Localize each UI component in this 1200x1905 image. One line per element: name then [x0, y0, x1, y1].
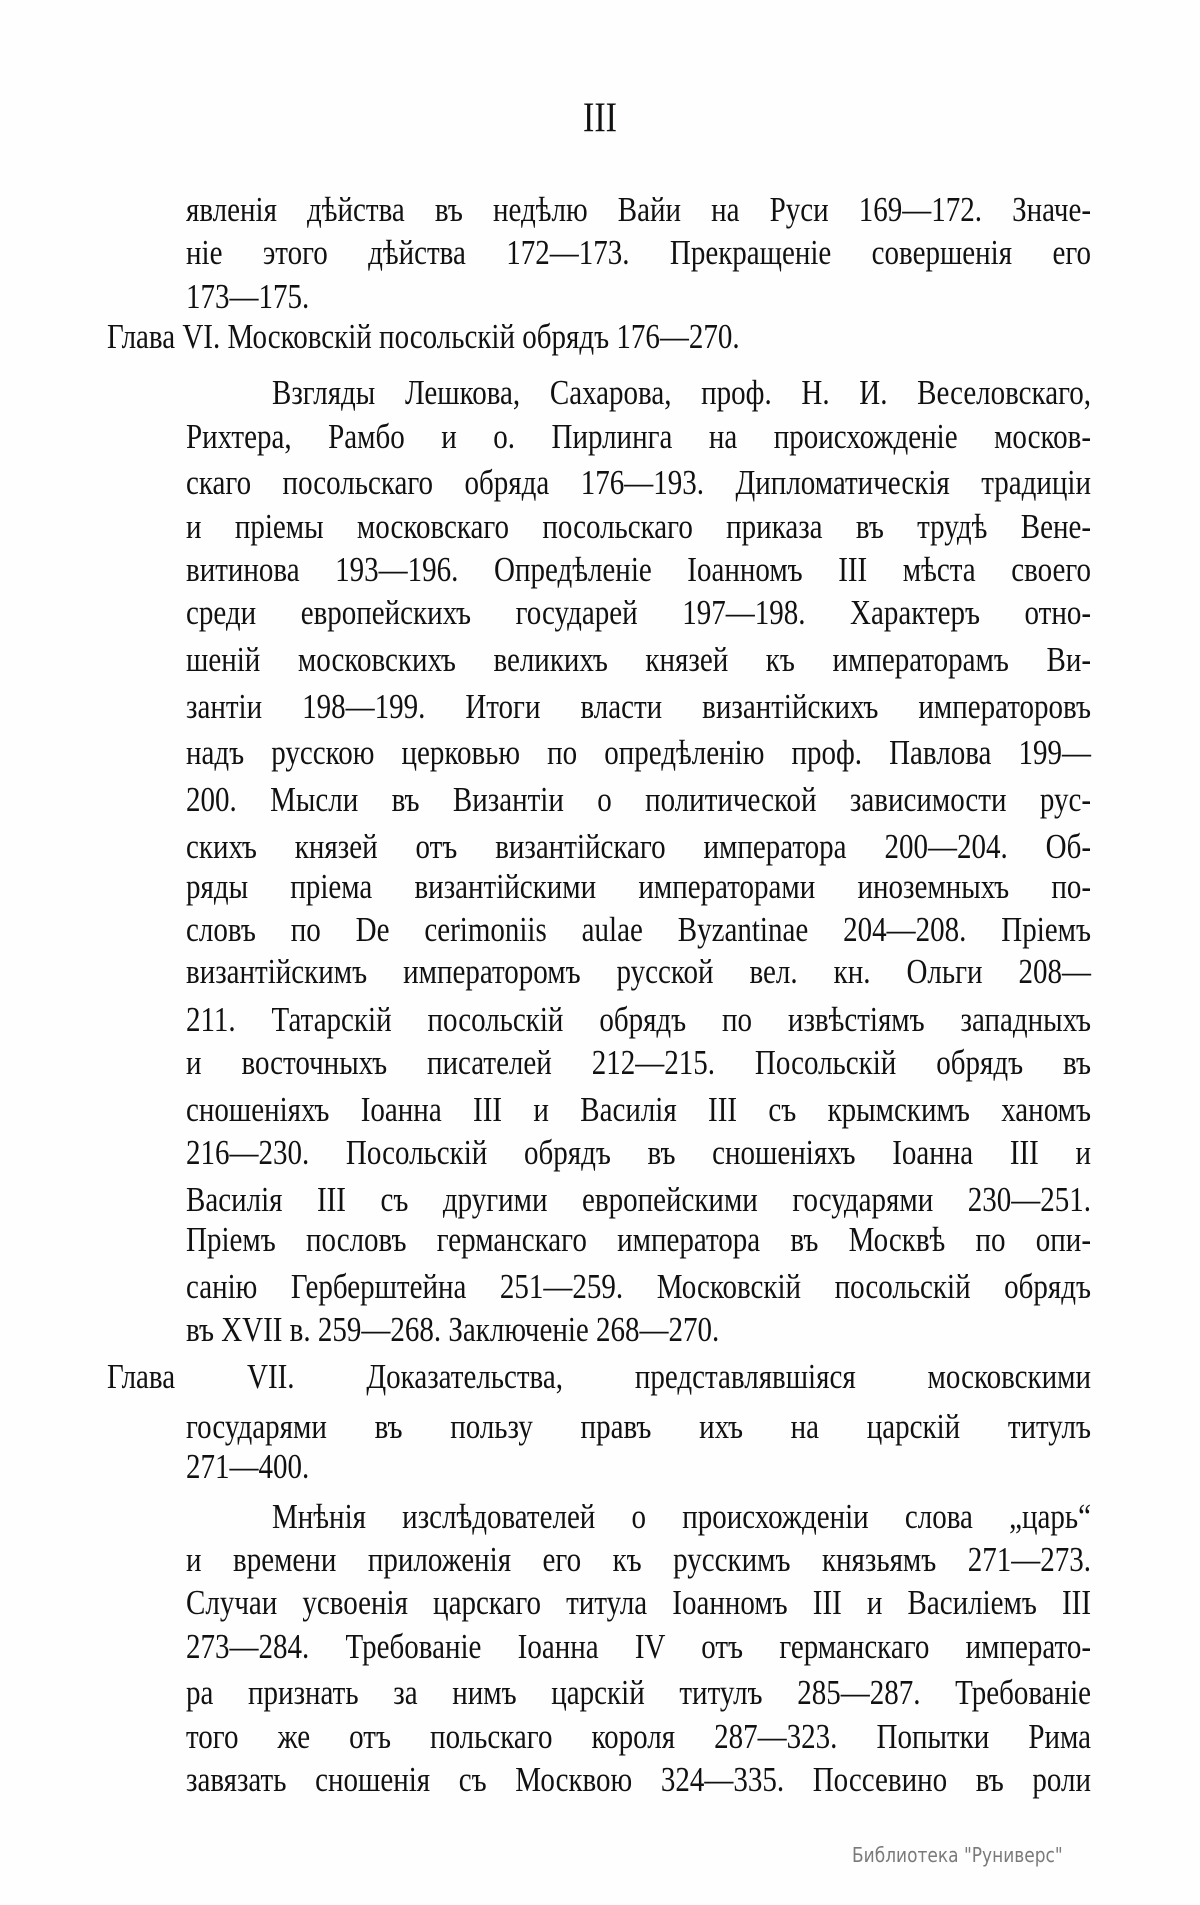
text-line: государями въ пользу правъ ихъ на царскій титулъ — [186, 1407, 1091, 1447]
text-line: витинова 193—196. Опредѣленіе Іоанномъ III мѣста своего — [186, 550, 1091, 590]
text-line: словъ по De cerimoniis aulae Byzantinae 204—208. Пріемъ — [186, 910, 1091, 950]
chapter-heading: Глава VI. Московскій посольскій обрядъ 176—270. — [107, 317, 740, 357]
text-line: зантіи 198—199. Итоги власти византійскихъ императоровъ — [186, 687, 1091, 727]
text-line: Мнѣнія изслѣдователей о происхожденіи слова „царь“ — [272, 1497, 1091, 1537]
text-line: скаго посольскаго обряда 176—193. Дипломатическія традиціи — [186, 463, 1091, 503]
text-line: и пріемы московскаго посольскаго приказа въ трудѣ Вене- — [186, 507, 1091, 547]
text-line: скихъ князей отъ византійскаго императора 200—204. Об- — [186, 827, 1091, 867]
text-line: шеній московскихъ великихъ князей къ императорамъ Ви- — [186, 640, 1091, 680]
text-line: Пріемъ пословъ германскаго императора въ Москвѣ по опи- — [186, 1220, 1091, 1260]
text-line: 200. Мысли въ Византіи о политической зависимости рус- — [186, 780, 1091, 820]
text-line: Взгляды Лешкова, Сахарова, проф. Н. И. Веселовскаго, — [272, 373, 1091, 413]
text-line: надъ русскою церковью по опредѣленію проф. Павлова 199— — [186, 733, 1091, 773]
text-line: 271—400. — [186, 1447, 310, 1487]
text-line: Случаи усвоенія царскаго титула Іоанномъ III и Василіемъ III — [186, 1583, 1091, 1623]
text-line: завязать сношенія съ Москвою 324—335. Поссевино въ роли — [186, 1760, 1091, 1800]
page-number: III — [583, 95, 617, 142]
text-line: Рихтера, Рамбо и о. Пирлинга на происхожденіе москов- — [186, 417, 1091, 457]
text-line: византійскимъ императоромъ русской вел. кн. Ольги 208— — [186, 952, 1091, 992]
text-line: 173—175. — [186, 277, 310, 317]
library-watermark: Библиотека "Руниверс" — [852, 1843, 1063, 1867]
text-line: того же отъ польскаго короля 287—323. Попытки Рима — [186, 1717, 1091, 1757]
text-line: ра признать за нимъ царскій титулъ 285—287. Требованіе — [186, 1673, 1091, 1713]
text-line: и восточныхъ писателей 212—215. Посольскій обрядъ въ — [186, 1043, 1091, 1083]
text-line: сношеніяхъ Іоанна III и Василія III съ крымскимъ ханомъ — [186, 1090, 1091, 1130]
chapter-heading: Глава VII. Доказательства, представлявшіяся московскими — [107, 1357, 1091, 1397]
text-line: явленія дѣйства въ недѣлю Вайи на Руси 169—172. Значе- — [186, 190, 1091, 230]
text-line: 211. Татарскій посольскій обрядъ по извѣстіямъ западныхъ — [186, 1000, 1091, 1040]
text-line: среди европейскихъ государей 197—198. Характеръ отно- — [186, 593, 1091, 633]
text-line: 216—230. Посольскій обрядъ въ сношеніяхъ Іоанна III и — [186, 1133, 1091, 1173]
text-line: ряды пріема византійскими императорами иноземныхъ по- — [186, 867, 1091, 907]
text-line: и времени приложенія его къ русскимъ князьямъ 271—273. — [186, 1540, 1091, 1580]
text-line: Василія III съ другими европейскими государями 230—251. — [186, 1180, 1091, 1220]
text-line: въ XVII в. 259—268. Заключеніе 268—270. — [186, 1310, 720, 1350]
text-line: ніе этого дѣйства 172—173. Прекращеніе совершенія его — [186, 233, 1091, 273]
text-line: санію Герберштейна 251—259. Московскій посольскій обрядъ — [186, 1267, 1091, 1307]
text-line: 273—284. Требованіе Іоанна IV отъ германскаго императо- — [186, 1627, 1091, 1667]
